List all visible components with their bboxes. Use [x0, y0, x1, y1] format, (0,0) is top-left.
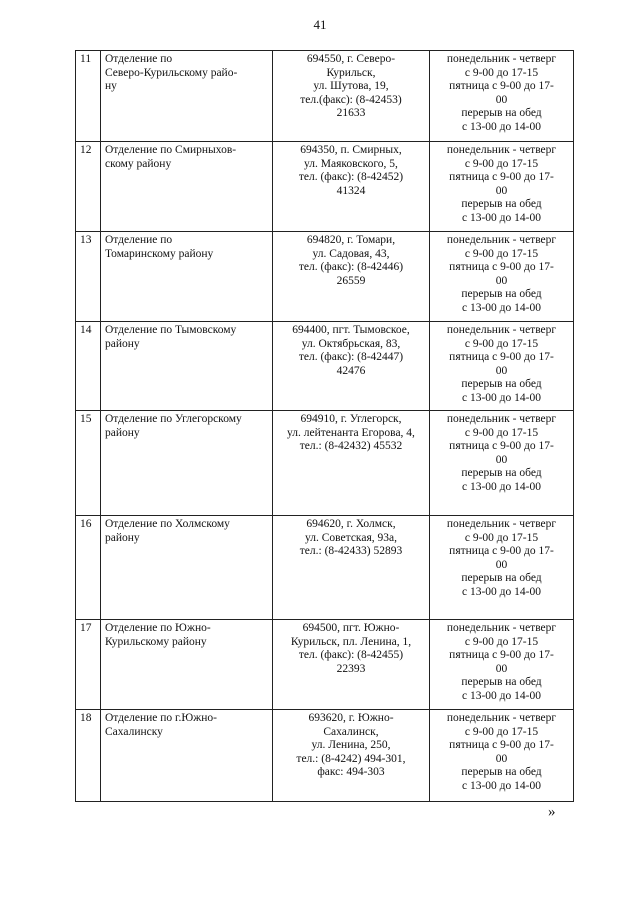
office-name: Отделение по Северо-Курильскому райо- ну	[101, 51, 273, 142]
office-hours: понедельник - четверг с 9-00 до 17-15 пятница с 9-00 до 17- 00 перерыв на обед с 13-00 до 14-00	[430, 232, 574, 322]
row-number: 12	[76, 142, 101, 232]
row-number: 16	[76, 516, 101, 620]
table-row	[76, 142, 574, 232]
office-address: 694550, г. Северо- Курильск, ул. Шутова, 19, тел.(факс): (8-42453) 21633	[273, 51, 430, 142]
office-name: Отделение по г.Южно- Сахалинску	[101, 710, 273, 802]
office-hours: понедельник - четверг с 9-00 до 17-15 пятница с 9-00 до 17- 00 перерыв на обед с 13-00 до 14-00	[430, 142, 574, 232]
row-number: 11	[76, 51, 101, 142]
page-number: 41	[313, 17, 327, 32]
row-number: 18	[76, 710, 101, 802]
office-name: Отделение по Южно- Курильскому району	[101, 620, 273, 710]
office-address: 694820, г. Томари, ул. Садовая, 43, тел. (факс): (8-42446) 26559	[273, 232, 430, 322]
office-name: Отделение по Холмскому району	[101, 516, 273, 620]
office-name: Отделение по Смирныхов- скому району	[101, 142, 273, 232]
office-address: 694400, пгт. Тымовское, ул. Октябрьская, 83, тел. (факс): (8-42447) 42476	[273, 322, 430, 411]
table-row	[76, 620, 574, 710]
row-number: 17	[76, 620, 101, 710]
office-address: 694500, пгт. Южно- Курильск, пл. Ленина, 1, тел. (факс): (8-42455) 22393	[273, 620, 430, 710]
office-address: 693620, г. Южно- Сахалинск, ул. Ленина, 250, тел.: (8-4242) 494-301, факс: 494-303	[273, 710, 430, 802]
office-address: 694620, г. Холмск, ул. Советская, 93а, тел.: (8-42433) 52893	[273, 516, 430, 620]
table-row	[76, 232, 574, 322]
table-row	[76, 322, 574, 411]
row-number: 13	[76, 232, 101, 322]
table-row	[76, 710, 574, 802]
table-row	[76, 516, 574, 620]
office-address: 694910, г. Углегорск, ул. лейтенанта Егорова, 4, тел.: (8-42432) 45532	[273, 411, 430, 516]
office-hours: понедельник - четверг с 9-00 до 17-15 пятница с 9-00 до 17- 00 перерыв на обед с 13-00 до 14-00	[430, 710, 574, 802]
office-name: Отделение по Томаринскому району	[101, 232, 273, 322]
office-address: 694350, п. Смирных, ул. Маяковского, 5, тел. (факс): (8-42452) 41324	[273, 142, 430, 232]
office-hours: понедельник - четверг с 9-00 до 17-15 пятница с 9-00 до 17- 00 перерыв на обед с 13-00 до 14-00	[430, 51, 574, 142]
office-hours: понедельник - четверг с 9-00 до 17-15 пятница с 9-00 до 17- 00 перерыв на обед с 13-00 до 14-00	[430, 516, 574, 620]
offices-table	[75, 50, 574, 802]
office-hours: понедельник - четверг с 9-00 до 17-15 пятница с 9-00 до 17- 00 перерыв на обед с 13-00 до 14-00	[430, 322, 574, 411]
row-number: 14	[76, 322, 101, 411]
office-hours: понедельник - четверг с 9-00 до 17-15 пятница с 9-00 до 17- 00 перерыв на обед с 13-00 до 14-00	[430, 411, 574, 516]
office-name: Отделение по Углегорскому району	[101, 411, 273, 516]
table-row	[76, 51, 574, 142]
closing-quote-mark: »	[548, 804, 556, 820]
row-number: 15	[76, 411, 101, 516]
office-hours: понедельник - четверг с 9-00 до 17-15 пятница с 9-00 до 17- 00 перерыв на обед с 13-00 до 14-00	[430, 620, 574, 710]
table-row	[76, 411, 574, 516]
office-name: Отделение по Тымовскому району	[101, 322, 273, 411]
